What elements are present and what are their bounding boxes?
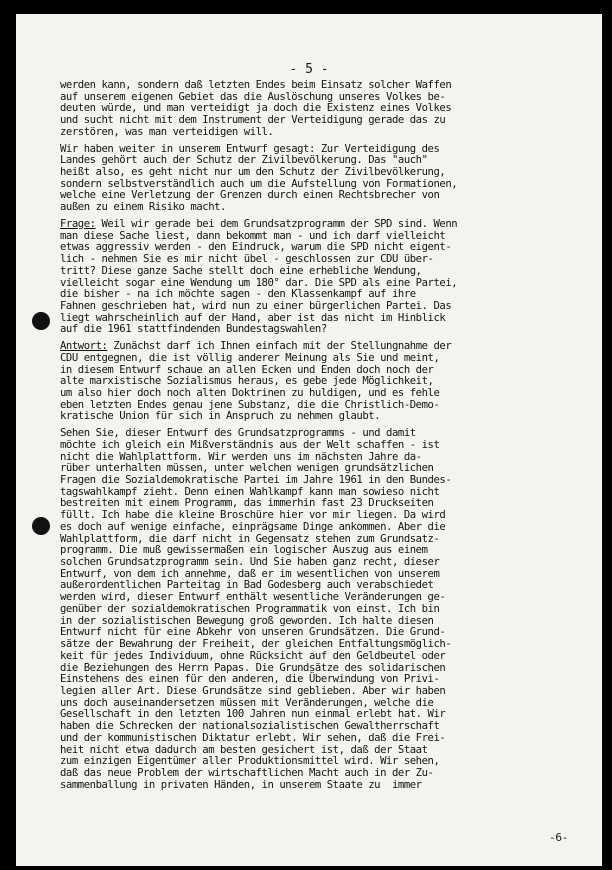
paragraph-civil-defense bbox=[60, 144, 570, 214]
text-line: die bisher - na ich möchte sagen - den Klassenkampf auf ihre bbox=[60, 288, 416, 301]
question-first-line: Weil wir gerade bei dem Grundsatzprogramm der SPD sind. Wenn bbox=[95, 217, 458, 230]
text-line: sammenballung in privaten Händen, in unserem Staate zu immer bbox=[60, 778, 422, 791]
paragraph-answer bbox=[60, 341, 570, 423]
text-line: etwas aggressiv werden - den Eindruck, warum die SPD nicht eigent- bbox=[60, 241, 452, 254]
text-line: und sucht nicht mit dem Instrument der Verteidigung gerade das zu bbox=[60, 114, 446, 127]
continuation-marker: -6- bbox=[549, 831, 568, 844]
text-line: Fragen die Sozialdemokratische Partei im Jahre 1961 in den Bundes- bbox=[60, 474, 452, 486]
text-line: rüber unterhalten müssen, unter welchen wenigen grundsätzlichen bbox=[60, 462, 434, 475]
text-line: kratische Union für sich in Anspruch zu nehmen glaubt. bbox=[60, 410, 381, 423]
text-line: sondern selbstverständlich auch um die Aufstellung von Formationen, bbox=[60, 177, 458, 190]
text-line: auf unserem eigenen Gebiet das die Auslöschung unseres Volkes be- bbox=[60, 90, 446, 103]
text-line: Entwurf, von dem ich annehme, daß er im wesentlichen von unserem bbox=[60, 567, 440, 580]
text-line: nicht die Wahlplattform. Wir werden uns im nächsten Jahre da- bbox=[60, 450, 422, 463]
text-line: Sehen Sie, dieser Entwurf des Grundsatzprogramms - und damit bbox=[60, 427, 416, 440]
text-line: heißt also, es geht nicht nur um den Schutz der Zivilbevölkerung, bbox=[60, 166, 446, 179]
text-line: in der sozialistischen Bewegung groß geworden. Ich halte diesen bbox=[60, 614, 434, 627]
punch-hole-icon bbox=[32, 312, 50, 330]
paragraph-defense-weapons bbox=[60, 80, 570, 139]
text-line: haben die Schrecken der nationalsozialistischen Gewaltherrschaft bbox=[60, 720, 440, 733]
text-line: deuten würde, und man verteidigt ja doch die Existenz eines Volkes bbox=[60, 102, 452, 115]
text-line: welche eine Verletzung der Grenzen durch einen Rechtsbrecher von bbox=[60, 189, 440, 202]
text-line: vielleicht sogar eine Wendung um 180° dar. Die SPD als eine Partei, bbox=[60, 276, 458, 289]
text-line: tritt? Diese ganze Sache stellt doch eine erhebliche Wendung, bbox=[60, 264, 422, 277]
text-line bbox=[60, 219, 570, 231]
answer-first-line: Zunächst darf ich Ihnen einfach mit der Stellungnahme der bbox=[107, 340, 452, 353]
document-body bbox=[60, 80, 570, 796]
text-line: auf die 1961 stattfindenden Bundestagswahlen? bbox=[60, 323, 327, 336]
text-line: es doch auf wenige einfache, einprägsame Dinge ankommen. Aber die bbox=[60, 520, 446, 533]
text-line: füllt. Ich habe die kleine Broschüre hier vor mir liegen. Da wird bbox=[60, 509, 446, 522]
text-line: außen zu einem Risiko macht. bbox=[60, 201, 226, 214]
text-line: Gesellschaft in den letzten 100 Jahren nun einmal erlebt hat. Wir bbox=[60, 708, 446, 721]
text-line: lich - nehmen Sie es mir nicht übel - geschlossen zur CDU über- bbox=[60, 253, 434, 266]
text-line: sätze der Bewahrung der Freiheit, der gleichen Entfaltungsmöglich- bbox=[60, 638, 452, 651]
punch-hole-icon bbox=[32, 517, 50, 535]
paragraph-question bbox=[60, 219, 570, 336]
text-line: CDU entgegnen, die ist völlig anderer Meinung als Sie und meint, bbox=[60, 351, 440, 364]
text-line: werden kann, sondern daß letzten Endes beim Einsatz solcher Waffen bbox=[60, 79, 452, 91]
text-line: Landes gehört auch der Schutz der Zivilbevölkerung. Das "auch" bbox=[60, 154, 428, 167]
document-page bbox=[16, 14, 602, 866]
text-line: daß das neue Problem der wirtschaftlichen Macht auch in der Zu- bbox=[60, 766, 434, 779]
text-line: um also hier doch noch alten Doktrinen zu huldigen, und es fehle bbox=[60, 386, 440, 399]
text-line: Fahnen geschrieben hat, wird nun zu einer bürgerlichen Partei. Das bbox=[60, 299, 452, 312]
text-line: eben letzten Endes genau jene Substanz, die die Christlich-Demo- bbox=[60, 398, 440, 411]
page-number: - 5 - bbox=[289, 62, 329, 77]
text-line: in diesem Entwurf schaue an allen Ecken und Enden doch noch der bbox=[60, 363, 434, 376]
text-line: uns doch auseinandersetzen müssen mit Veränderungen, welche die bbox=[60, 696, 434, 709]
text-line: außerordentlichen Parteitag in Bad Godesberg auch verabschiedet bbox=[60, 579, 434, 592]
text-line: keit für jedes Individuum, ohne Rücksicht auf den Geldbeutel oder bbox=[60, 649, 446, 662]
answer-label: Antwort: bbox=[60, 340, 108, 353]
text-line: programm. Die muß gewissermaßen ein logischer Auszug aus einem bbox=[60, 544, 428, 557]
text-line: werden wird, dieser Entwurf enthält wesentliche Veränderungen ge- bbox=[60, 591, 446, 604]
text-line: bestreiten mit einem Programm, das immerhin fast 23 Druckseiten bbox=[60, 497, 434, 510]
text-line: Wahlplattform, die darf nicht in Gegensatz stehen zum Grundsatz- bbox=[60, 532, 440, 545]
paragraph-program-draft bbox=[60, 428, 570, 791]
text-line: zerstören, was man verteidigen will. bbox=[60, 125, 274, 138]
text-line: zum einzigen Eigentümer aller Produktionsmittel wird. Wir sehen, bbox=[60, 755, 440, 768]
text-line: man diese Sache liest, dann bekommt man - und ich darf vielleicht bbox=[60, 229, 446, 242]
text-line: solchen Grundsatzprogramm sein. Und Sie haben ganz recht, dieser bbox=[60, 556, 440, 569]
text-line: tagswahlkampf zieht. Denn einen Wahlkampf kann man sowieso nicht bbox=[60, 485, 440, 498]
text-line: heit nicht etwa dadurch am besten gesichert ist, daß der Staat bbox=[60, 743, 428, 756]
text-line: liegt wahrscheinlich auf der Hand, aber ist das nicht im Hinblick bbox=[60, 311, 446, 324]
text-line: möchte ich gleich ein Mißverständnis aus der Welt schaffen - ist bbox=[60, 438, 440, 451]
text-line: und der kommunistischen Diktatur erlebt. Wir sehen, daß die Frei- bbox=[60, 731, 446, 744]
text-line: legien aller Art. Diese Grundsätze sind geblieben. Aber wir haben bbox=[60, 684, 446, 697]
text-line: alte marxistische Sozialismus heraus, es gebe jede Möglichkeit, bbox=[60, 375, 434, 388]
text-line: Entwurf nicht für eine Abkehr von unseren Grundsätzen. Die Grund- bbox=[60, 626, 446, 639]
text-line: Einstehens des einen für den anderen, die Überwindung von Privi- bbox=[60, 673, 440, 686]
text-line: genüber der sozialdemokratischen Programmatik von einst. Ich bin bbox=[60, 602, 440, 615]
text-line: die Beziehungen des Herrn Papas. Die Grundsätze des solidarischen bbox=[60, 661, 446, 674]
question-label: Frage: bbox=[60, 217, 96, 230]
text-line: Wir haben weiter in unserem Entwurf gesagt: Zur Verteidigung des bbox=[60, 142, 440, 155]
